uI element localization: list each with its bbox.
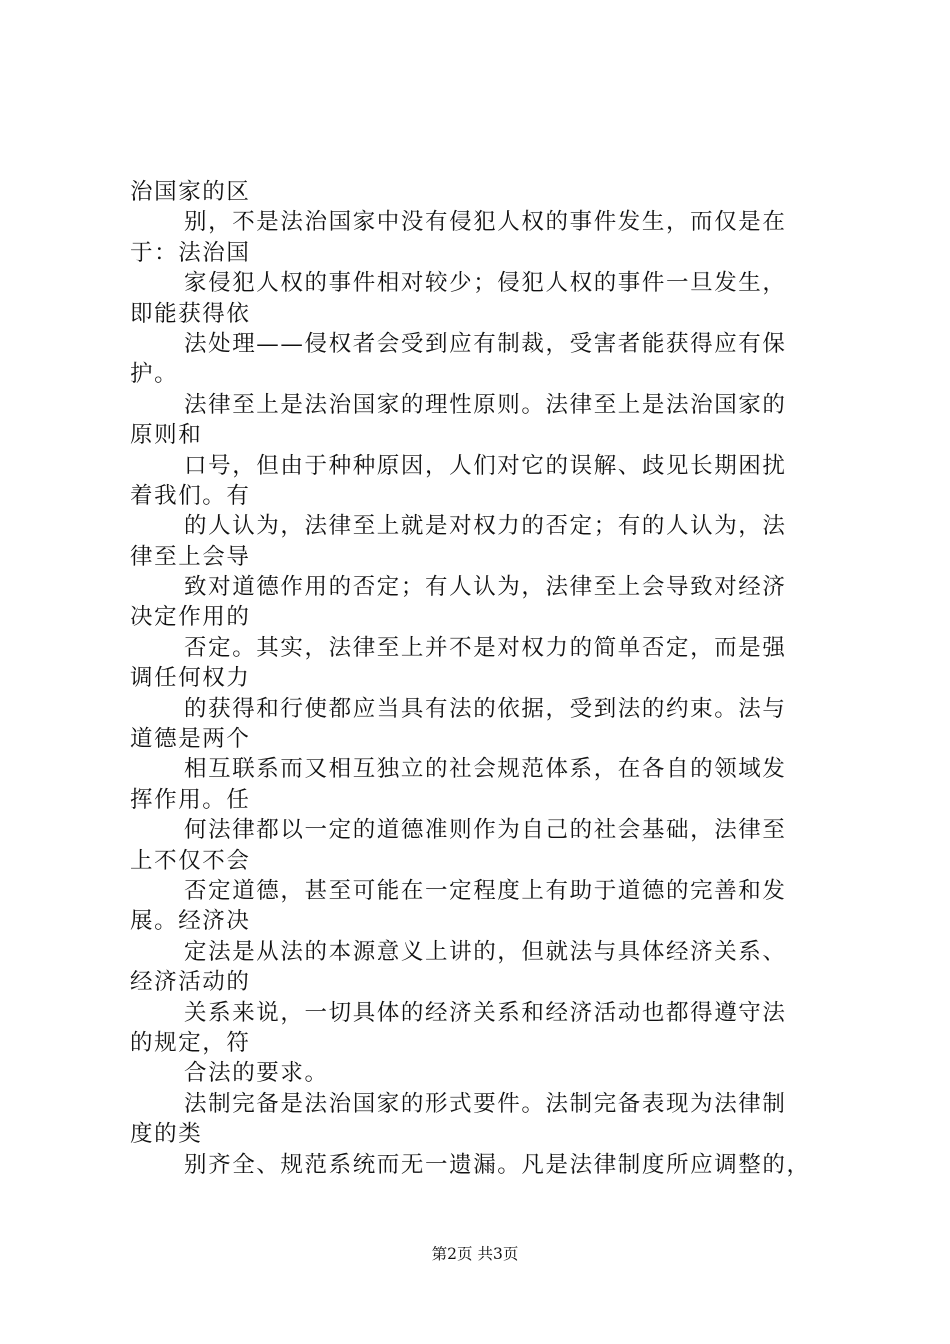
text-line: 合法的要求。 [184,1060,329,1087]
text-line: 上不仅不会 [130,847,251,874]
text-line: 治国家的区 [130,179,251,205]
text-line: 否定道德，甚至可能在一定程度上有助于道德的完善和发 [184,877,787,904]
text-line: 法处理——侵权者会受到应有制裁，受害者能获得应有保 [184,330,787,357]
text-line: 口号，但由于种种原因，人们对它的误解、歧见长期困扰 [184,452,787,479]
text-line: 何法律都以一定的道德准则作为自己的社会基础，法律至 [184,817,787,844]
text-line: 家侵犯人权的事件相对较少；侵犯人权的事件一旦发生， [184,270,787,297]
text-line: 定法是从法的本源意义上讲的，但就法与具体经济关系、 [184,938,787,965]
text-line: 决定作用的 [130,604,251,631]
text-line: 原则和 [130,422,203,449]
text-line: 别，不是法治国家中没有侵犯人权的事件发生，而仅是在 [184,209,787,236]
text-line: 的人认为，法律至上就是对权力的否定；有的人认为，法 [184,513,787,540]
text-line: 关系来说，一切具体的经济关系和经济活动也都得遵守法 [184,999,787,1026]
text-line: 法制完备是法治国家的形式要件。法制完备表现为法律制 [184,1090,787,1117]
text-line: 的获得和行使都应当具有法的依据，受到法的约束。法与 [184,695,787,722]
text-line: 经济活动的 [130,969,251,996]
text-line: 法律至上是法治国家的理性原则。法律至上是法治国家的 [184,391,787,418]
text-line: 道德是两个 [130,726,251,753]
text-line: 致对道德作用的否定；有人认为，法律至上会导致对经济 [184,574,787,601]
text-line: 律至上会导 [130,543,251,570]
text-line: 着我们。有 [130,482,251,509]
text-line: 相互联系而又相互独立的社会规范体系，在各自的领域发 [184,756,787,783]
page-footer: 第2页 共3页 [431,1245,519,1263]
text-line: 调任何权力 [130,665,251,692]
text-line: 度的类 [130,1121,203,1148]
text-line: 于：法治国 [130,239,251,266]
text-line: 别齐全、规范系统而无一遗漏。凡是法律制度所应调整的， [184,1151,811,1178]
text-line: 即能获得依 [130,300,251,327]
text-line: 挥作用。任 [130,786,251,813]
text-line: 护。 [130,361,179,388]
text-line: 的规定，符 [130,1029,251,1056]
text-line: 否定。其实，法律至上并不是对权力的简单否定，而是强 [184,634,787,661]
text-line: 展。经济决 [130,908,251,935]
document-body [130,177,850,1180]
